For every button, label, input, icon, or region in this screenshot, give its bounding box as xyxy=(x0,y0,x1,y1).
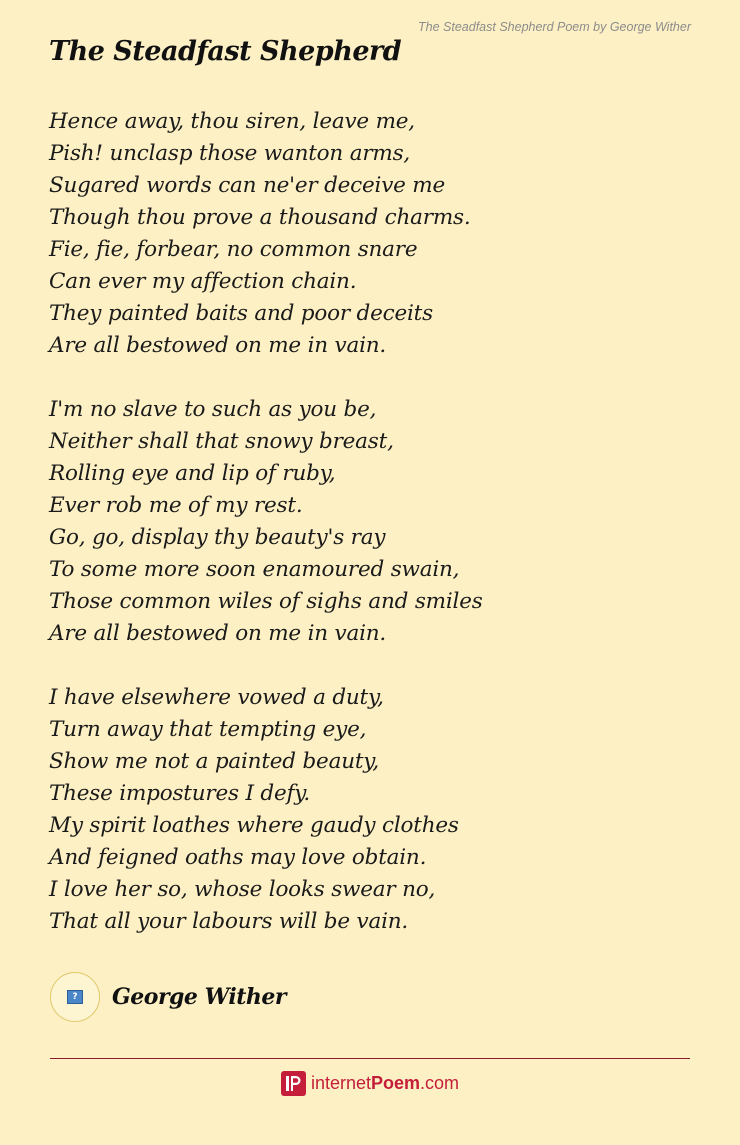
source-note: The Steadfast Shepherd Poem by George Wither xyxy=(418,20,691,34)
poem-line: Rolling eye and lip of ruby, xyxy=(49,461,336,486)
poem-line: Show me not a painted beauty, xyxy=(49,749,380,774)
poem-line: I have elsewhere vowed a duty, xyxy=(49,685,384,710)
poem-line: Turn away that tempting eye, xyxy=(49,717,367,742)
poem-line: Go, go, display thy beauty's ray xyxy=(49,525,386,550)
poem-line: Can ever my affection chain. xyxy=(49,269,357,294)
author-block[interactable] xyxy=(50,972,286,1022)
stanza-3 xyxy=(49,682,709,938)
poem-body xyxy=(49,106,709,970)
poem-line: Hence away, thou siren, leave me, xyxy=(49,109,415,134)
poem-line: Ever rob me of my rest. xyxy=(49,493,303,518)
poem-line: My spirit loathes where gaudy clothes xyxy=(49,813,459,838)
stanza-1 xyxy=(49,106,709,362)
poem-line: Fie, fie, forbear, no common snare xyxy=(49,237,418,262)
site-brand-link[interactable] xyxy=(0,1071,740,1096)
brand-suffix: .com xyxy=(420,1073,460,1093)
poem-line: I'm no slave to such as you be, xyxy=(49,397,377,422)
poem-line: Are all bestowed on me in vain. xyxy=(49,621,387,646)
poem-line: That all your labours will be vain. xyxy=(49,909,409,934)
brand-wordmark xyxy=(311,1073,459,1094)
poem-line: To some more soon enamoured swain, xyxy=(49,557,460,582)
poem-line: Are all bestowed on me in vain. xyxy=(49,333,387,358)
brand-prefix: internet xyxy=(310,1073,371,1093)
brand-bold: Poem xyxy=(371,1073,421,1093)
poem-line: Pish! unclasp those wanton arms, xyxy=(49,141,411,166)
stanza-2 xyxy=(49,394,709,650)
poem-line: I love her so, whose looks swear no, xyxy=(49,877,436,902)
author-avatar[interactable] xyxy=(50,972,100,1022)
poem-line: Those common wiles of sighs and smiles xyxy=(49,589,483,614)
poem-line: Neither shall that snowy breast, xyxy=(49,429,394,454)
brand-logo-icon xyxy=(281,1071,306,1096)
footer-divider xyxy=(50,1058,690,1059)
author-name[interactable]: George Wither xyxy=(112,984,287,1010)
broken-image-icon: ? xyxy=(67,990,83,1004)
poem-line: Sugared words can ne'er deceive me xyxy=(49,173,446,198)
poem-line: They painted baits and poor deceits xyxy=(49,301,433,326)
poem-title: The Steadfast Shepherd xyxy=(49,36,402,67)
poem-line: These impostures I defy. xyxy=(49,781,310,806)
poem-line: Though thou prove a thousand charms. xyxy=(49,205,471,230)
poem-line: And feigned oaths may love obtain. xyxy=(49,845,427,870)
